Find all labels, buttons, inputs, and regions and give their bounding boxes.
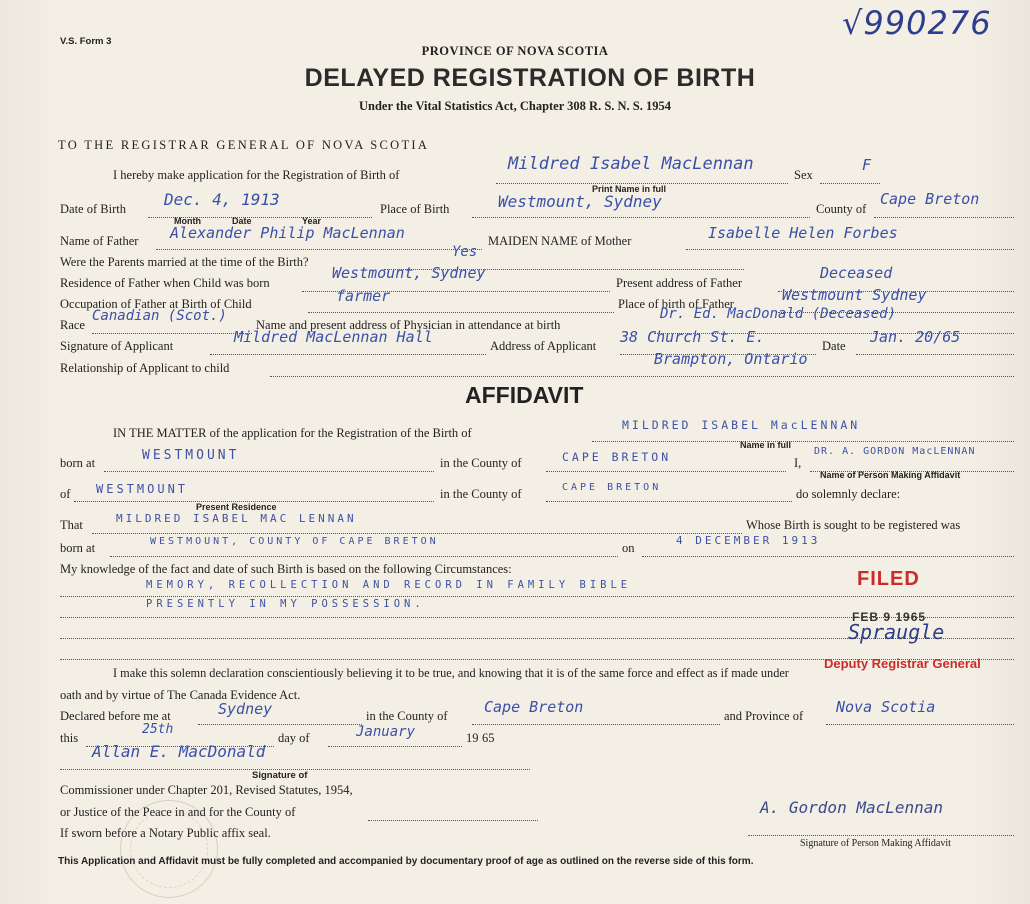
deputy-signature: Spraugle xyxy=(848,620,945,644)
occupation-label: Occupation of Father at Birth of Child xyxy=(60,297,252,311)
intro-label: I hereby make application for the Registration of Birth of xyxy=(113,168,400,182)
deponent-value: DR. A. GORDON MacLENNAN xyxy=(814,446,976,457)
father-pob-label: Place of birth of Father xyxy=(618,297,734,311)
province-label: and Province of xyxy=(724,709,804,723)
matter-label: IN THE MATTER of the application for the Registration of the Birth of xyxy=(113,426,472,440)
present-address-value: Deceased xyxy=(820,264,893,282)
form-number: V.S. Form 3 xyxy=(60,36,112,47)
date-label: Date xyxy=(232,216,252,226)
relationship-label: Relationship of Applicant to child xyxy=(60,361,230,375)
declare-label: do solemnly declare: xyxy=(796,487,901,501)
year-prefix: 19 xyxy=(466,731,479,745)
province-value: Nova Scotia xyxy=(836,698,936,716)
date-value: Jan. 20/65 xyxy=(870,328,961,346)
whose-label: Whose Birth is sought to be registered was xyxy=(746,518,961,532)
mother-value: Isabelle Helen Forbes xyxy=(708,224,898,242)
registration-number: √990276 xyxy=(842,4,992,42)
year-value: 65 xyxy=(482,731,495,745)
pob-value: Westmount, Sydney xyxy=(498,192,662,211)
of-label: of xyxy=(60,487,71,501)
race-value: Canadian (Scot.) xyxy=(92,308,227,324)
sig-label: Signature of Applicant xyxy=(60,339,174,353)
address-label: Address of Applicant xyxy=(490,339,597,353)
county-label: County of xyxy=(816,202,867,216)
name-full-label: Name in full xyxy=(740,440,792,450)
county-value-a1: CAPE BRETON xyxy=(562,450,672,464)
county-label-a3: in the County of xyxy=(366,709,448,723)
occupation-value: farmer xyxy=(336,287,391,305)
document-title: DELAYED REGISTRATION OF BIRTH xyxy=(304,64,756,92)
embossed-seal-inner xyxy=(130,810,208,888)
born-date-value: 4 DECEMBER 1913 xyxy=(676,534,821,547)
married-value: Yes xyxy=(452,244,478,260)
father-value: Alexander Philip MacLennan xyxy=(170,224,405,242)
child-name-value: Mildred Isabel MacLennan xyxy=(508,154,754,174)
circumstance-line-2: PRESENTLY IN MY POSSESSION. xyxy=(146,598,425,610)
deputy-registrar-stamp: Deputy Registrar General xyxy=(824,656,981,671)
notary-label: If sworn before a Notary Public affix seal. xyxy=(60,826,271,840)
act-reference: Under the Vital Statistics Act, Chapter 308 R. S. N. S. 1954 xyxy=(358,99,672,113)
dob-value: Dec. 4, 1913 xyxy=(164,190,280,209)
applicant-signature: Mildred MacLennan Hall xyxy=(234,328,433,346)
mother-label: MAIDEN NAME of Mother xyxy=(488,234,632,248)
matter-name-value: MILDRED ISABEL MacLENNAN xyxy=(622,418,861,432)
county-label-a1: in the County of xyxy=(440,456,522,470)
of-place-value: WESTMOUNT xyxy=(96,482,189,496)
address-value: 38 Church St. E. xyxy=(620,328,765,346)
county-value-a2: CAPE BRETON xyxy=(562,482,662,493)
married-label: Were the Parents married at the time of the Birth? xyxy=(60,255,309,269)
commissioner-label: Commissioner under Chapter 201, Revised Statutes, 1954, xyxy=(60,783,353,797)
that-label: That xyxy=(60,518,83,532)
footer-note: This Application and Affidavit must be fully completed and accompanied by documentary proof of age as outlined on the reverse side of this form. xyxy=(58,856,754,867)
address-value-2: Brampton, Ontario xyxy=(654,350,808,368)
born-at-label: born at xyxy=(60,456,96,470)
declared-at-value: Sydney xyxy=(218,700,273,718)
solemn-line-2: oath and by virtue of The Canada Evidence Act. xyxy=(60,688,301,702)
residence-label: Residence of Father when Child was born xyxy=(60,276,270,290)
residence-value: Westmount, Sydney xyxy=(332,264,486,282)
sex-value: F xyxy=(862,156,872,174)
race-label: Race xyxy=(60,318,85,332)
this-label: this xyxy=(60,731,79,745)
to-registrar-line: TO THE REGISTRAR GENERAL OF NOVA SCOTIA xyxy=(58,138,430,152)
sex-label: Sex xyxy=(794,168,813,182)
deponent-label: Name of Person Making Affidavit xyxy=(820,470,961,480)
justice-label: or Justice of the Peace in and for the County of xyxy=(60,805,296,819)
on-label: on xyxy=(622,541,635,555)
physician-label: Name and present address of Physician in attendance at birth xyxy=(256,318,561,332)
county-value-a3: Cape Breton xyxy=(484,698,584,716)
declared-label: Declared before me at xyxy=(60,709,171,723)
deponent-signature: A. Gordon MacLennan xyxy=(760,798,944,817)
day-of-label: day of xyxy=(278,731,310,745)
pob-label: Place of Birth xyxy=(380,202,450,216)
province-heading: PROVINCE OF NOVA SCOTIA xyxy=(421,44,609,58)
filed-stamp-date: FEB 9 1965 xyxy=(852,610,927,624)
sig-of-label: Signature of xyxy=(252,770,308,781)
present-res-label: Present Residence xyxy=(196,502,277,512)
commissioner-signature: Allan E. MacDonald xyxy=(92,742,266,761)
solemn-line-1: I make this solemn declaration conscientiously believing it to be true, and knowing that it is of the same force and effect as if made under xyxy=(113,666,789,680)
i-label: I, xyxy=(794,456,802,470)
county-value: Cape Breton xyxy=(880,190,980,208)
father-pob-value: Westmount Sydney xyxy=(782,286,927,304)
born-label: born at xyxy=(60,541,96,555)
father-label: Name of Father xyxy=(60,234,139,248)
month-label: Month xyxy=(174,216,201,226)
knowledge-label: My knowledge of the fact and date of such Birth is based on the following Circumstances: xyxy=(60,562,512,576)
that-name-value: MILDRED ISABEL MAC LENNAN xyxy=(116,512,357,525)
month-value: January xyxy=(356,724,416,740)
present-address-label: Present address of Father xyxy=(616,276,743,290)
date-label-2: Date xyxy=(822,339,846,353)
circumstance-line-1: MEMORY, RECOLLECTION AND RECORD IN FAMILY BIBLE xyxy=(146,579,632,591)
physician-value: Dr. Ed. MacDonald (Deceased) xyxy=(660,306,897,322)
county-label-a2: in the County of xyxy=(440,487,522,501)
born-place-value: WESTMOUNT, COUNTY OF CAPE BRETON xyxy=(150,536,439,547)
dob-label: Date of Birth xyxy=(60,202,126,216)
print-name-label: Print Name in full xyxy=(592,184,667,194)
year-label: Year xyxy=(302,216,322,226)
filed-stamp: FILED xyxy=(857,568,920,590)
day-value: 25th xyxy=(142,722,174,737)
affidavit-title: AFFIDAVIT xyxy=(465,382,584,408)
deponent-sig-label: Signature of Person Making Affidavit xyxy=(800,838,951,849)
born-at-value: WESTMOUNT xyxy=(142,448,240,463)
